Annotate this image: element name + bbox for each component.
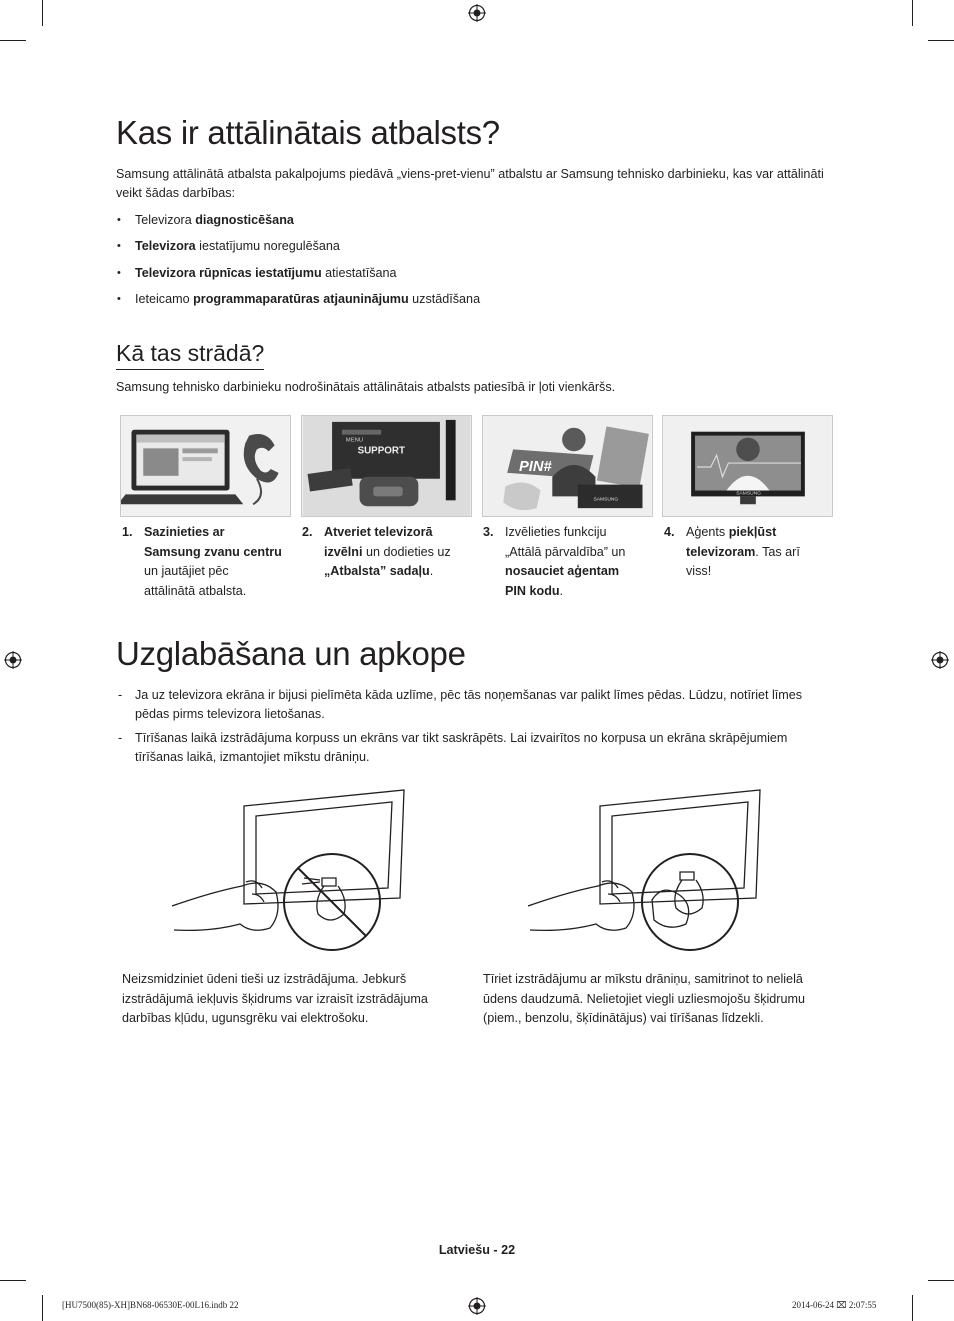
care-paragraph: - Ja uz televizora ekrāna ir bijusi pielīmēta kāda uzlīme, pēc tās noņemšanas var palikt līmes pēdas. Lūdzu, notīriet līmes pēdas pirms televizora lietošanas. <box>118 688 803 721</box>
crop-mark <box>928 40 954 41</box>
support-label: SUPPORT <box>357 445 405 457</box>
page-title: Kas ir attālinātais atbalsts? <box>116 114 500 151</box>
caption-soft-cloth: Tīriet izstrādājumu ar mīkstu drāniņu, samitrinot to nelielā ūdens daudzumā. Nelietojiet viegli uzliesmojošu šķidrumu (piem., benzolu, šķīdinātājus) vai tīrīšanas līdzekli. <box>483 972 806 1025</box>
step-image-agent-access <box>662 415 833 517</box>
crop-mark <box>0 1280 26 1281</box>
imprint-right: 2014-06-24 ⌧ 2:07:55 <box>792 1300 877 1310</box>
crop-mark <box>0 40 26 41</box>
feature-list <box>116 211 480 317</box>
list-item: • Televizora rūpnīcas iestatījumu atiestatīšana <box>116 264 480 290</box>
crop-mark <box>42 0 43 26</box>
caption-do-not-spray: Neizsmidziniet ūdeni tieši uz izstrādājuma. Jebkurš izstrādājumā iekļuvis šķidrums var izraisīt izstrādājuma darbības kļūdu, ugunsgrēku vai elektrošoku. <box>122 972 428 1025</box>
list-item: • Ieteicamo programmaparatūras atjauninājumu uzstādīšana <box>116 290 480 316</box>
crop-mark <box>912 1295 913 1321</box>
imprint-left: [HU7500(85)-XH]BN68-06530E-00L16.indb 22 <box>62 1300 239 1310</box>
registration-mark-icon <box>468 1297 486 1315</box>
registration-mark-icon <box>468 4 486 22</box>
list-item: • Televizora iestatījumu noregulēšana <box>116 237 480 263</box>
crop-mark <box>912 0 913 26</box>
step-image-pin-code <box>482 415 653 517</box>
section-intro: Samsung tehnisko darbinieku nodrošinātais attālinātais atbalsts patiesībā ir ļoti vienkāršs. <box>116 380 616 394</box>
illustration-do-not-spray <box>172 786 412 954</box>
care-paragraph: - Tīrīšanas laikā izstrādājuma korpuss un ekrāns var tikt saskrāpēts. Lai izvairītos no korpusa un ekrāna skrāpējumiem tīrīšanas laikā, izmantojiet mīkstu drāniņu. <box>118 731 788 764</box>
step-4: 4. Aģents piekļūst televizoram. Tas arī viss! <box>664 525 800 578</box>
intro-paragraph: Samsung attālinātā atbalsta pakalpojums piedāvā „viens-pret-vienu” atbalstu ar Samsung tehnisko darbinieku, kas var attālināti veikt šādas darbības: <box>116 167 824 200</box>
step-image-support-menu <box>301 415 472 517</box>
illustration-soft-cloth <box>528 786 768 954</box>
pin-label: PIN# <box>518 458 552 475</box>
page-number: Latviešu - 22 <box>438 1243 516 1257</box>
step-1: 1. Sazinieties ar Samsung zvanu centru un jautājiet pēc attālinātā atbalsta. <box>122 525 282 598</box>
menu-label: MENU <box>345 437 364 444</box>
step-image-call-center <box>120 415 291 517</box>
section-title-storage: Uzglabāšana un apkope <box>116 635 466 672</box>
brand-label: SAMSUNG <box>736 491 761 497</box>
list-item: • Televizora diagnosticēšana <box>116 211 480 237</box>
step-2: 2. Atveriet televizorā izvēlni un dodieties uz „Atbalsta” sadaļu. <box>302 525 451 578</box>
section-heading: Kā tas strādā? <box>116 340 264 370</box>
crop-mark <box>928 1280 954 1281</box>
crop-mark <box>42 1295 43 1321</box>
registration-mark-icon <box>4 651 22 669</box>
step-3: 3. Izvēlieties funkciju „Attālā pārvaldība” un nosauciet aģentam PIN kodu. <box>483 525 626 598</box>
registration-mark-icon <box>931 651 949 669</box>
brand-label: SAMSUNG <box>593 497 619 503</box>
